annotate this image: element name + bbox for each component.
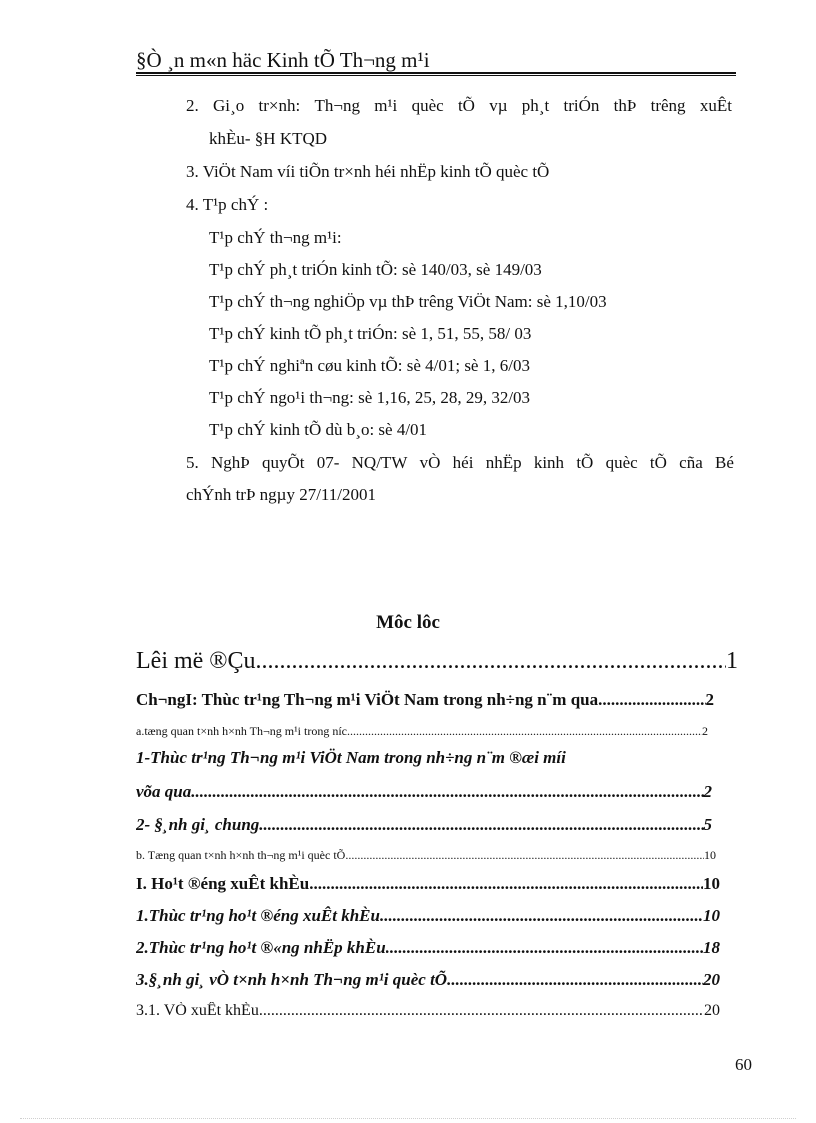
toc-entry[interactable] <box>136 970 720 990</box>
toc-entry[interactable] <box>136 724 708 739</box>
word: vÒ <box>419 453 441 472</box>
toc-entry-page: 5 <box>703 815 712 834</box>
word: Gi¸o <box>213 96 245 115</box>
word: tÕ <box>576 453 594 472</box>
journal-entry: T¹p chÝ th¬ng nghiÖp vµ thÞ trêng ViÖt Nam: sè 1,10/03 <box>209 292 607 311</box>
toc-entry-text: 3.§¸nh gi¸ vÒ t×nh h×nh Th¬ng m¹i quèc tÕ <box>136 970 448 989</box>
word: NQ/TW <box>351 453 408 472</box>
toc-leader <box>256 648 726 675</box>
toc-entry-text: Lêi më ®Çu <box>136 648 256 674</box>
toc-entry-page: 20 <box>704 1002 720 1019</box>
toc-entry-text: 1.Thùc tr¹ng ho¹t ®éng xuÊt khÈu <box>136 906 380 925</box>
journal-entry: T¹p chÝ nghiªn cøu kinh tÕ: sè 4/01; sè 1, 6/03 <box>209 356 530 375</box>
journal-entry: T¹p chÝ kinh tÕ ph¸t triÓn: sè 1, 51, 55, 58/ 03 <box>209 324 532 343</box>
toc-entry-text[interactable]: 1-Thùc tr¹ng Th¬ng m¹i ViÖt Nam trong nh÷ng n¨m ®æi míi <box>136 748 566 767</box>
journal-entry: T¹p chÝ kinh tÕ dù b¸o: sè 4/01 <box>209 420 428 439</box>
toc-entry-page: 2 <box>703 782 712 801</box>
toc-entry-page: 10 <box>703 874 720 893</box>
reference-item-3: 3. ViÖt Nam víi tiÕn tr×nh héi nhËp kinh tÕ quèc tÕ <box>186 162 550 181</box>
toc-entry-page: 1 <box>726 648 738 674</box>
toc-leader <box>309 874 703 894</box>
toc-entry-text: 3.1. VÒ xuÊt khÈu <box>136 1002 259 1019</box>
word: thÞ <box>613 96 637 115</box>
toc-leader <box>347 724 702 739</box>
word: tÕ <box>649 453 667 472</box>
journal-entry: T¹p chÝ ngo¹i th¬ng: sè 1,16, 25, 28, 29, 32/03 <box>209 388 531 407</box>
word: 2. <box>186 96 199 115</box>
reference-item-2-line-2: khÈu- §H KTQD <box>209 129 328 148</box>
toc-entry-page: 18 <box>703 938 720 957</box>
toc-leader <box>259 815 703 835</box>
toc-leader <box>380 906 703 926</box>
toc-entry-page: 10 <box>703 906 720 925</box>
word: quyÕt <box>261 453 305 472</box>
reference-item-4: 4. T¹p chÝ : <box>186 195 269 214</box>
word: héi <box>452 453 474 472</box>
word: Bé <box>715 453 734 472</box>
word: m¹i <box>374 96 398 115</box>
toc-entry-page: 2 <box>705 690 714 709</box>
toc-entry-text: 2- §¸nh gi¸ chung <box>136 815 260 834</box>
toc-entry[interactable] <box>136 938 720 958</box>
toc-entry[interactable] <box>136 690 714 710</box>
word: 5. <box>186 453 199 472</box>
reference-item-5-line-2: chÝnh trÞ ngµy 27/11/2001 <box>186 485 377 504</box>
word: ph¸t <box>521 96 550 115</box>
toc-entry[interactable] <box>136 782 712 802</box>
page-header-title: §Ò ¸n m«n häc Kinh tÕ Th¬ng m¹i <box>136 48 430 72</box>
toc-entry-text: a.tæng quan t×nh h×nh Th¬ng m¹i trong níc <box>136 724 347 738</box>
toc-leader <box>345 848 704 863</box>
word: kinh <box>533 453 565 472</box>
journal-entry: T¹p chÝ ph¸t triÓn kinh tÕ: sè 140/03, sè 149/03 <box>209 260 542 279</box>
word: quèc <box>411 96 444 115</box>
page-bottom-divider <box>20 1118 796 1119</box>
toc-entry[interactable] <box>136 848 716 863</box>
journal-entry: T¹p chÝ th¬ng m¹i: <box>209 228 342 247</box>
reference-item-2-line-1 <box>186 96 732 116</box>
word: cña <box>679 453 703 472</box>
toc-entry[interactable] <box>136 1002 720 1020</box>
toc-entry[interactable] <box>136 906 720 926</box>
toc-entry-text: 2.Thùc tr¹ng ho¹t ®«ng nhËp khÈu <box>136 938 386 957</box>
toc-entry-text: I. Ho¹t ®éng xuÊt khÈu <box>136 874 310 893</box>
reference-item-5-line-1 <box>186 453 734 473</box>
toc-leader <box>259 1002 704 1020</box>
toc-entry-text: Ch¬ngI: Thùc tr¹ng Th¬ng m¹i ViÖt Nam trong nh÷ng n¨m qua <box>136 690 599 709</box>
header-rule-top <box>136 72 736 74</box>
toc-entry[interactable] <box>136 815 712 835</box>
word: 07- <box>316 453 340 472</box>
word: trêng <box>650 96 686 115</box>
page-number: 60 <box>735 1055 752 1074</box>
word: quèc <box>605 453 638 472</box>
toc-entry[interactable] <box>136 648 738 675</box>
toc-title: Môc lôc <box>376 612 440 633</box>
toc-entry-text: võa qua <box>136 782 192 801</box>
word: tÕ <box>457 96 475 115</box>
word: xuÊt <box>699 96 732 115</box>
header-rule-bottom <box>136 75 736 76</box>
toc-leader <box>191 782 703 802</box>
toc-entry-text: b. Tæng quan t×nh h×nh th¬ng m¹i quèc tÕ <box>136 848 346 862</box>
toc-leader <box>598 690 705 710</box>
word: NghÞ <box>211 453 250 472</box>
toc-leader <box>447 970 703 990</box>
toc-entry-page: 2 <box>702 724 708 738</box>
toc-entry-page: 10 <box>704 848 716 862</box>
word: nhËp <box>485 453 522 472</box>
word: Th¬ng <box>314 96 360 115</box>
word: triÓn <box>563 96 600 115</box>
word: vµ <box>489 96 508 115</box>
toc-entry[interactable] <box>136 874 720 894</box>
word: tr×nh: <box>258 96 301 115</box>
toc-entry-page: 20 <box>703 970 720 989</box>
toc-leader <box>386 938 703 958</box>
